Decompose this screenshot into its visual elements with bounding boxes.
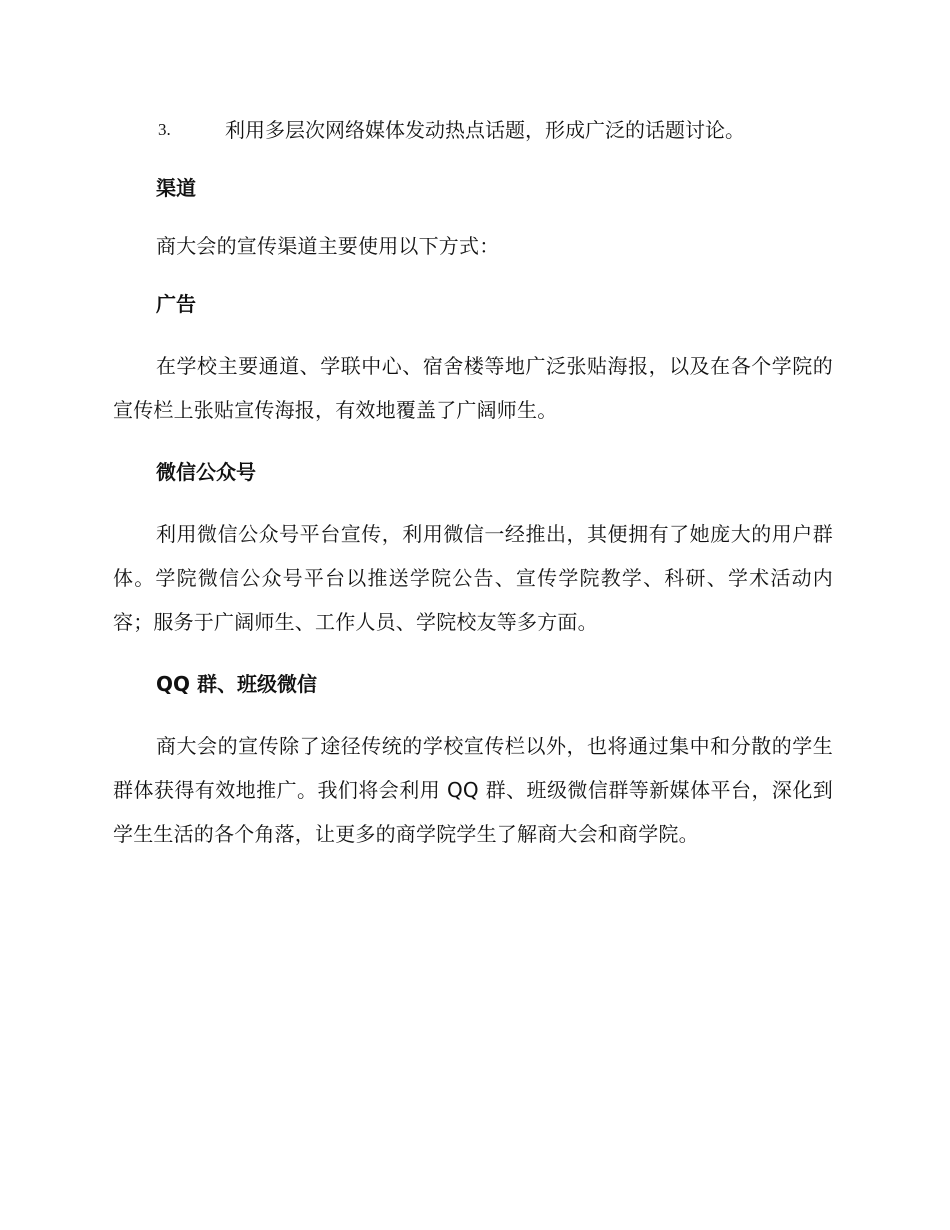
document-body (113, 112, 833, 878)
list-item-number: 3. (158, 120, 171, 139)
section-paragraph-wechat-official: 利用微信公众号平台宣传，利用微信一经推出，其便拥有了她庞大的用户群体。学院微信公众号平台以推送学院公告、宣传学院教学、科研、学术活动内容；服务于广阔师生、工作人员、学院校友等多方面。 (113, 522, 833, 634)
section-paragraph-channels: 商大会的宣传渠道主要使用以下方式： (156, 234, 500, 258)
section-heading-channels: 渠道 (156, 176, 196, 200)
section-heading-wechat-official: 微信公众号 (156, 460, 256, 484)
section-heading-qq-groups: QQ 群、班级微信 (156, 672, 317, 696)
list-item-text: 利用多层次网络媒体发动热点话题，形成广泛的话题讨论。 (225, 118, 745, 142)
list-item (113, 112, 833, 148)
section-heading-ads: 广告 (156, 292, 196, 316)
section-paragraph-ads: 在学校主要通道、学联中心、宿舍楼等地广泛张贴海报，以及在各个学院的宣传栏上张贴宣传海报，有效地覆盖了广阔师生。 (113, 354, 833, 422)
section-paragraph-qq-groups: 商大会的宣传除了途径传统的学校宣传栏以外，也将通过集中和分散的学生群体获得有效地推广。我们将会利用 QQ 群、班级微信群等新媒体平台，深化到学生生活的各个角落，让更多的商学院学生了解商大会和商学院。 (113, 734, 833, 846)
